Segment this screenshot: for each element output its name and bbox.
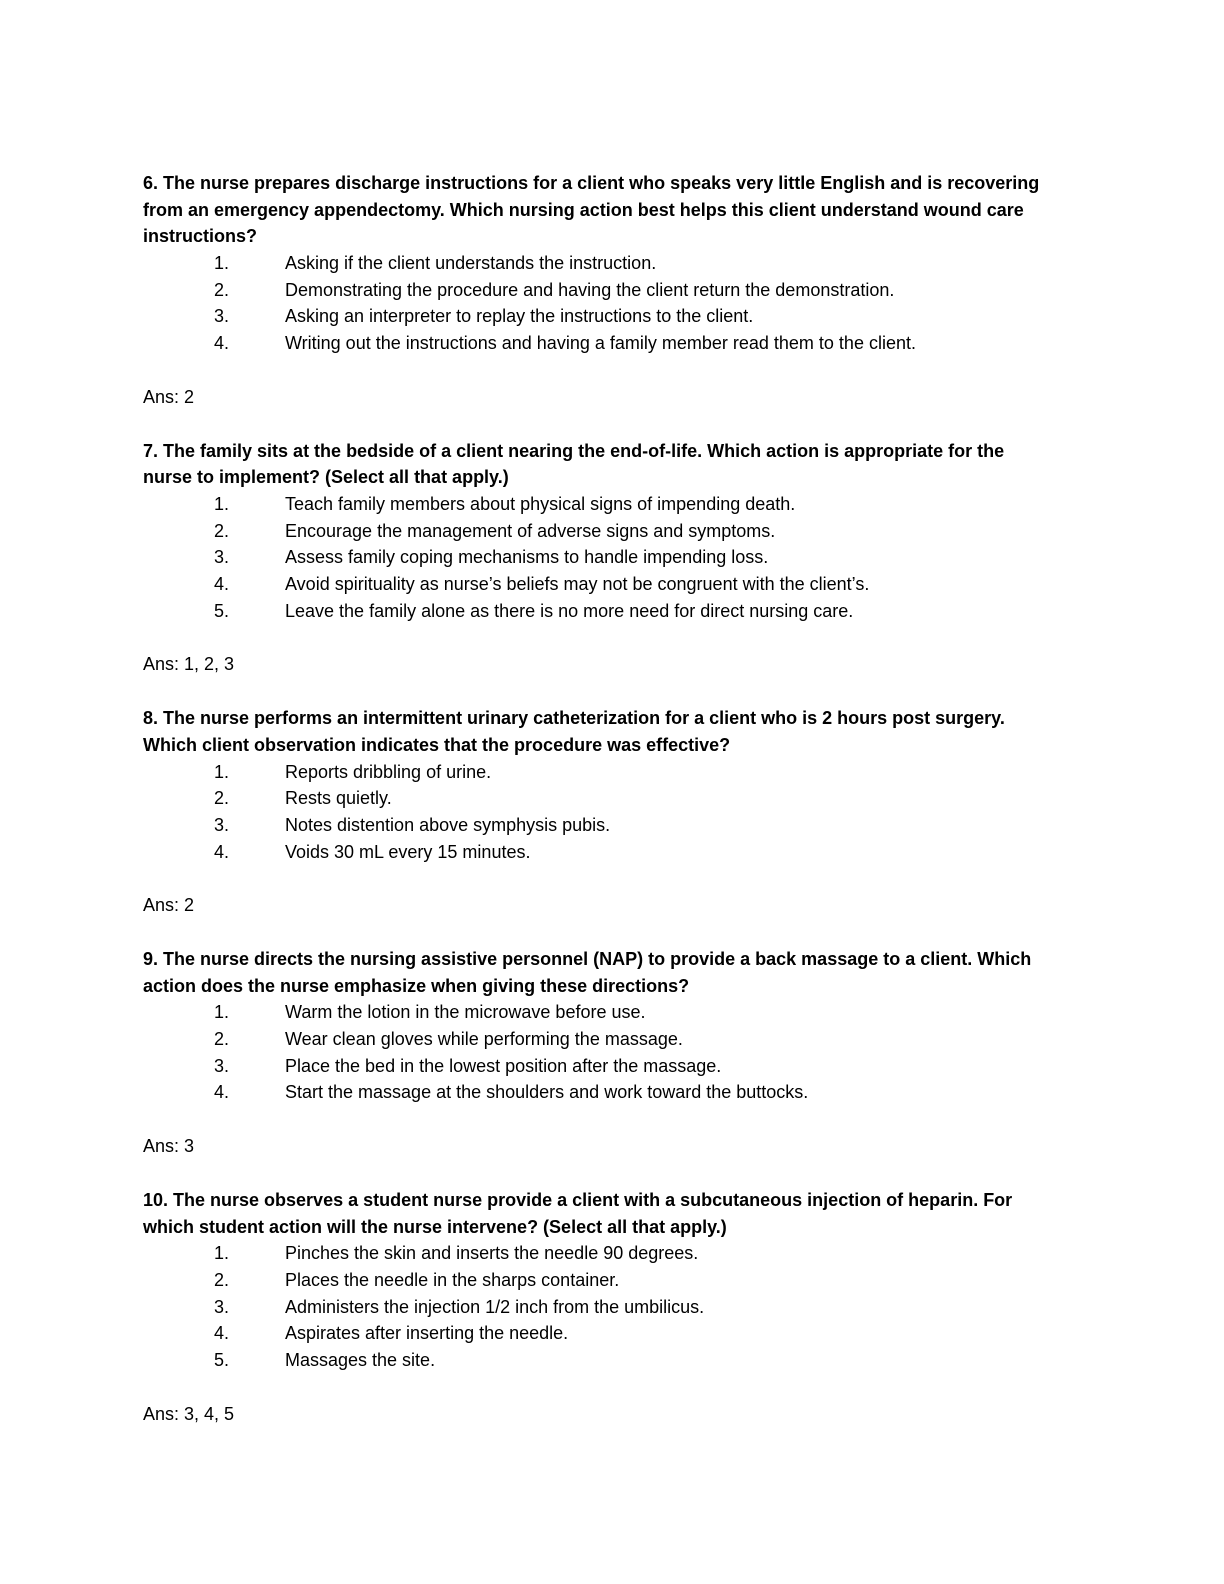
- question-stem: [143, 946, 1083, 999]
- option-text: Avoid spirituality as nurse’s beliefs may not be congruent with the client’s.: [285, 574, 870, 595]
- option-text: Notes distention above symphysis pubis.: [285, 814, 611, 835]
- option-number: 2.: [214, 1269, 230, 1290]
- option-number: 3.: [214, 306, 230, 327]
- option-text: Rests quietly.: [285, 788, 392, 809]
- option-item: [143, 518, 1083, 545]
- option-item: [143, 812, 1083, 839]
- answer-line: Ans: 3, 4, 5: [143, 1403, 235, 1424]
- option-number: 4.: [214, 574, 230, 595]
- option-text: Start the massage at the shoulders and work toward the buttocks.: [285, 1082, 809, 1103]
- option-text: Pinches the skin and inserts the needle 90 degrees.: [285, 1243, 699, 1264]
- option-item: [143, 759, 1083, 786]
- option-item: [143, 1079, 1083, 1106]
- option-number: 1.: [214, 1002, 230, 1023]
- question-7: [143, 438, 1083, 679]
- question-8: [143, 705, 1083, 919]
- option-item: [143, 250, 1083, 277]
- option-text: Teach family members about physical signs of impending death.: [285, 493, 796, 514]
- option-list: [143, 759, 1083, 866]
- option-number: 3.: [214, 1055, 230, 1076]
- stem-line: 8. The nurse performs an intermittent urinary catheterization for a client who is 2 hours post surgery.: [143, 708, 1005, 729]
- stem-line: Which client observation indicates that the procedure was effective?: [143, 734, 731, 755]
- option-number: 1.: [214, 253, 230, 274]
- stem-line: 10. The nurse observes a student nurse provide a client with a subcutaneous injection of heparin. For: [143, 1189, 1013, 1210]
- answer-line: Ans: 2: [143, 386, 195, 407]
- option-item: [143, 571, 1083, 598]
- option-number: 1.: [214, 493, 230, 514]
- stem-line: which student action will the nurse intervene? (Select all that apply.): [143, 1216, 727, 1237]
- option-item: [143, 277, 1083, 304]
- option-text: Asking an interpreter to replay the instructions to the client.: [285, 306, 754, 327]
- option-text: Voids 30 mL every 15 minutes.: [285, 841, 531, 862]
- option-text: Reports dribbling of urine.: [285, 761, 492, 782]
- option-number: 2.: [214, 279, 230, 300]
- option-text: Leave the family alone as there is no more need for direct nursing care.: [285, 600, 854, 621]
- option-text: Places the needle in the sharps container.: [285, 1269, 620, 1290]
- option-item: [143, 1240, 1083, 1267]
- option-text: Encourage the management of adverse signs and symptoms.: [285, 520, 776, 541]
- stem-line: instructions?: [143, 226, 258, 247]
- option-number: 4.: [214, 333, 230, 354]
- question-list: [143, 170, 1083, 1454]
- question-10: [143, 1187, 1083, 1428]
- answer-line: Ans: 2: [143, 895, 195, 916]
- stem-line: action does the nurse emphasize when giving these directions?: [143, 975, 690, 996]
- stem-line: 7. The family sits at the bedside of a client nearing the end-of-life. Which action is appropriate for the: [143, 440, 1005, 461]
- option-text: Place the bed in the lowest position after the massage.: [285, 1055, 722, 1076]
- option-item: [143, 598, 1083, 625]
- option-number: 1.: [214, 1243, 230, 1264]
- option-number: 3.: [214, 547, 230, 568]
- option-number: 4.: [214, 1323, 230, 1344]
- option-list: [143, 999, 1083, 1106]
- option-item: [143, 303, 1083, 330]
- option-item: [143, 544, 1083, 571]
- option-list: [143, 491, 1083, 624]
- option-number: 1.: [214, 761, 230, 782]
- option-text: Massages the site.: [285, 1349, 436, 1370]
- option-item: [143, 1053, 1083, 1080]
- option-text: Demonstrating the procedure and having the client return the demonstration.: [285, 279, 895, 300]
- option-item: [143, 999, 1083, 1026]
- option-text: Asking if the client understands the instruction.: [285, 253, 657, 274]
- option-text: Wear clean gloves while performing the massage.: [285, 1029, 683, 1050]
- question-stem: [143, 170, 1083, 250]
- question-6: [143, 170, 1083, 411]
- option-text: Warm the lotion in the microwave before use.: [285, 1002, 646, 1023]
- option-item: [143, 1320, 1083, 1347]
- question-9: [143, 946, 1083, 1160]
- stem-line: nurse to implement? (Select all that apply.): [143, 467, 509, 488]
- question-stem: [143, 438, 1083, 491]
- option-number: 5.: [214, 1349, 230, 1370]
- option-number: 4.: [214, 1082, 230, 1103]
- stem-line: from an emergency appendectomy. Which nursing action best helps this client understand wound care: [143, 199, 1024, 220]
- option-text: Administers the injection 1/2 inch from the umbilicus.: [285, 1296, 705, 1317]
- option-number: 3.: [214, 1296, 230, 1317]
- option-list: [143, 1240, 1083, 1373]
- option-number: 4.: [214, 841, 230, 862]
- option-number: 2.: [214, 520, 230, 541]
- stem-line: 9. The nurse directs the nursing assistive personnel (NAP) to provide a back massage to a client. Which: [143, 948, 1032, 969]
- option-text: Aspirates after inserting the needle.: [285, 1323, 569, 1344]
- option-number: 2.: [214, 788, 230, 809]
- stem-line: 6. The nurse prepares discharge instructions for a client who speaks very little English and is recovering: [143, 173, 1040, 193]
- answer-line: Ans: 1, 2, 3: [143, 654, 235, 675]
- option-item: [143, 1026, 1083, 1053]
- question-stem: [143, 1187, 1083, 1240]
- option-number: 3.: [214, 814, 230, 835]
- option-item: [143, 1347, 1083, 1374]
- option-item: [143, 785, 1083, 812]
- option-list: [143, 250, 1083, 357]
- option-text: Writing out the instructions and having a family member read them to the client.: [285, 333, 916, 354]
- option-text: Assess family coping mechanisms to handle impending loss.: [285, 547, 769, 568]
- option-item: [143, 330, 1083, 357]
- option-item: [143, 839, 1083, 866]
- option-item: [143, 1294, 1083, 1321]
- option-item: [143, 1267, 1083, 1294]
- option-item: [143, 491, 1083, 518]
- answer-line: Ans: 3: [143, 1136, 195, 1157]
- question-stem: [143, 705, 1083, 758]
- option-number: 5.: [214, 600, 230, 621]
- option-number: 2.: [214, 1029, 230, 1050]
